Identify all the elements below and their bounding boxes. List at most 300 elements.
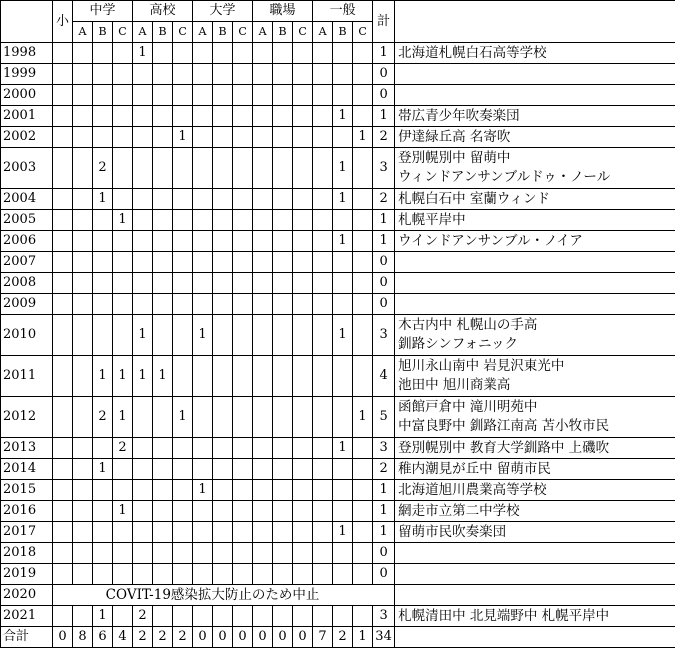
- row-total-cell: 3: [373, 438, 395, 459]
- count-cell: [253, 127, 273, 148]
- table-row: [1, 252, 675, 273]
- count-cell: [213, 356, 233, 397]
- count-cell: [133, 564, 153, 585]
- count-cell: [113, 543, 133, 564]
- table-row: [1, 43, 675, 64]
- row-total-cell: 1: [373, 501, 395, 522]
- count-cell: [93, 315, 113, 356]
- count-cell: [73, 459, 93, 480]
- count-cell: [73, 189, 93, 210]
- count-cell: [93, 252, 113, 273]
- names-cell: [395, 585, 675, 606]
- count-cell: 1: [133, 356, 153, 397]
- count-cell: [333, 606, 353, 627]
- count-cell: [73, 480, 93, 501]
- count-cell: [353, 148, 373, 189]
- count-cell: [313, 459, 333, 480]
- table-row: [1, 606, 675, 627]
- count-cell: [253, 252, 273, 273]
- header-sub-c: C: [293, 22, 313, 43]
- count-cell: [133, 252, 153, 273]
- name-line: 登別幌別中 教育大学釧路中 上磯吹: [398, 440, 609, 456]
- count-cell: [133, 522, 153, 543]
- count-cell: [233, 501, 253, 522]
- count-cell: [353, 106, 373, 127]
- names-cell: [395, 459, 675, 480]
- count-cell: [313, 294, 333, 315]
- count-cell: 1: [133, 43, 153, 64]
- count-cell: [253, 606, 273, 627]
- count-cell: [293, 231, 313, 252]
- total-count-cell: 1: [353, 627, 373, 648]
- count-cell: [153, 543, 173, 564]
- count-cell: [253, 315, 273, 356]
- year-cell: 2007: [1, 252, 53, 273]
- count-cell: [93, 564, 113, 585]
- count-cell: [213, 294, 233, 315]
- count-cell: [53, 606, 73, 627]
- count-cell: 1: [93, 459, 113, 480]
- count-cell: [213, 315, 233, 356]
- count-cell: [353, 294, 373, 315]
- count-cell: [313, 480, 333, 501]
- count-cell: 1: [133, 315, 153, 356]
- table-row: [1, 522, 675, 543]
- count-cell: [73, 606, 93, 627]
- count-cell: [133, 189, 153, 210]
- count-cell: [313, 43, 333, 64]
- row-total-cell: 3: [373, 148, 395, 189]
- count-cell: [133, 397, 153, 438]
- year-cell: 2001: [1, 106, 53, 127]
- name-line: 木古内中 札幌山の手高: [398, 317, 537, 333]
- count-cell: [273, 127, 293, 148]
- count-cell: [53, 480, 73, 501]
- count-cell: [233, 252, 253, 273]
- count-cell: [293, 459, 313, 480]
- corner-cell: [1, 1, 53, 43]
- count-cell: [153, 315, 173, 356]
- header-sub-b: B: [213, 22, 233, 43]
- count-cell: [273, 294, 293, 315]
- count-cell: [133, 294, 153, 315]
- count-cell: [253, 106, 273, 127]
- count-cell: [73, 315, 93, 356]
- count-cell: [273, 231, 293, 252]
- count-cell: [313, 252, 333, 273]
- count-cell: [293, 127, 313, 148]
- count-cell: [73, 397, 93, 438]
- count-cell: [93, 501, 113, 522]
- name-line: 網走市立第二中学校: [398, 503, 520, 519]
- count-cell: [353, 606, 373, 627]
- count-cell: [153, 273, 173, 294]
- count-cell: [293, 543, 313, 564]
- count-cell: [293, 294, 313, 315]
- name-line: 旭川永山南中 岩見沢東光中: [398, 358, 564, 374]
- table-row: [1, 438, 675, 459]
- count-cell: [233, 438, 253, 459]
- count-cell: [293, 210, 313, 231]
- count-cell: [353, 43, 373, 64]
- count-cell: [93, 210, 113, 231]
- count-cell: [173, 356, 193, 397]
- count-cell: [333, 356, 353, 397]
- count-cell: [273, 543, 293, 564]
- total-count-cell: 2: [153, 627, 173, 648]
- count-cell: [73, 543, 93, 564]
- count-cell: [293, 189, 313, 210]
- count-cell: [173, 315, 193, 356]
- count-cell: [73, 85, 93, 106]
- count-cell: [313, 522, 333, 543]
- count-cell: [173, 480, 193, 501]
- header-group-koko: 高校: [133, 1, 193, 22]
- name-line: 中富良野中 釧路江南高 苫小牧市民: [398, 418, 609, 434]
- header-sub-b: B: [93, 22, 113, 43]
- count-cell: [253, 543, 273, 564]
- count-cell: [333, 85, 353, 106]
- count-cell: [293, 606, 313, 627]
- names-cell: [395, 627, 675, 648]
- year-cell: 2012: [1, 397, 53, 438]
- count-cell: 1: [333, 315, 353, 356]
- count-cell: [233, 564, 253, 585]
- row-total-cell: 5: [373, 397, 395, 438]
- count-cell: 1: [113, 356, 133, 397]
- count-cell: [213, 210, 233, 231]
- count-cell: 2: [93, 148, 113, 189]
- count-cell: [93, 543, 113, 564]
- count-cell: [73, 106, 93, 127]
- count-cell: [113, 85, 133, 106]
- row-total-cell: 0: [373, 85, 395, 106]
- count-cell: [173, 64, 193, 85]
- count-cell: [73, 501, 93, 522]
- count-cell: [333, 543, 353, 564]
- count-cell: [273, 315, 293, 356]
- count-cell: [273, 480, 293, 501]
- count-cell: [213, 252, 233, 273]
- count-cell: [213, 564, 233, 585]
- count-cell: 1: [333, 189, 353, 210]
- year-cell: 1998: [1, 43, 53, 64]
- count-cell: [173, 210, 193, 231]
- count-cell: [313, 543, 333, 564]
- count-cell: [153, 252, 173, 273]
- header-sub-b: B: [273, 22, 293, 43]
- count-cell: [213, 501, 233, 522]
- count-cell: [193, 231, 213, 252]
- total-count-cell: 7: [313, 627, 333, 648]
- count-cell: [253, 43, 273, 64]
- count-cell: [153, 459, 173, 480]
- count-cell: [233, 356, 253, 397]
- name-line: 釧路シンフォニック: [398, 336, 518, 352]
- count-cell: 1: [353, 127, 373, 148]
- count-cell: [153, 189, 173, 210]
- count-cell: [253, 189, 273, 210]
- count-cell: [353, 85, 373, 106]
- header-group-shokuba: 職場: [253, 1, 313, 22]
- header-sho: 小: [53, 1, 73, 43]
- count-cell: [93, 273, 113, 294]
- total-count-cell: 0: [273, 627, 293, 648]
- names-cell: [395, 315, 675, 356]
- count-cell: 1: [173, 127, 193, 148]
- row-total-cell: 0: [373, 543, 395, 564]
- count-cell: [173, 438, 193, 459]
- count-cell: [273, 397, 293, 438]
- count-cell: [173, 148, 193, 189]
- year-cell: 2000: [1, 85, 53, 106]
- year-cell: 2017: [1, 522, 53, 543]
- count-cell: [213, 397, 233, 438]
- count-cell: [313, 231, 333, 252]
- count-cell: [153, 564, 173, 585]
- grand-total-cell: 34: [373, 627, 395, 648]
- count-cell: [133, 480, 153, 501]
- count-cell: [53, 543, 73, 564]
- count-cell: [133, 106, 153, 127]
- count-cell: [233, 397, 253, 438]
- count-cell: [193, 127, 213, 148]
- count-cell: [153, 106, 173, 127]
- name-line: 登別幌別中 留萌中: [398, 150, 510, 166]
- count-cell: [273, 501, 293, 522]
- count-cell: [253, 480, 273, 501]
- row-total-cell: 0: [373, 273, 395, 294]
- count-cell: [333, 294, 353, 315]
- count-cell: [353, 189, 373, 210]
- count-cell: [213, 606, 233, 627]
- count-cell: [73, 252, 93, 273]
- count-cell: [133, 231, 153, 252]
- names-cell: [395, 106, 675, 127]
- total-count-cell: 8: [73, 627, 93, 648]
- count-cell: [113, 273, 133, 294]
- count-cell: [213, 64, 233, 85]
- count-cell: [93, 127, 113, 148]
- count-cell: [113, 127, 133, 148]
- table-row: [1, 397, 675, 438]
- count-cell: [113, 459, 133, 480]
- row-total-cell: 0: [373, 252, 395, 273]
- table-row: [1, 315, 675, 356]
- count-cell: [153, 606, 173, 627]
- names-cell: [395, 148, 675, 189]
- row-total-cell: 1: [373, 106, 395, 127]
- count-cell: [193, 459, 213, 480]
- count-cell: [253, 231, 273, 252]
- count-cell: [353, 480, 373, 501]
- year-cell: 2009: [1, 294, 53, 315]
- row-total-cell: 0: [373, 564, 395, 585]
- count-cell: [333, 210, 353, 231]
- table-row: [1, 106, 675, 127]
- count-cell: [333, 127, 353, 148]
- count-cell: [213, 189, 233, 210]
- count-cell: [53, 64, 73, 85]
- year-cell: 2015: [1, 480, 53, 501]
- count-cell: [133, 85, 153, 106]
- count-cell: [233, 606, 253, 627]
- year-cell: 2019: [1, 564, 53, 585]
- header-sub-c: C: [353, 22, 373, 43]
- count-cell: [353, 231, 373, 252]
- count-cell: [153, 480, 173, 501]
- year-cell: 2021: [1, 606, 53, 627]
- count-cell: [273, 189, 293, 210]
- table-row: [1, 273, 675, 294]
- count-cell: [53, 127, 73, 148]
- count-cell: [53, 148, 73, 189]
- count-cell: [173, 501, 193, 522]
- count-cell: [253, 564, 273, 585]
- totals-label: 合計: [1, 627, 53, 648]
- count-cell: [153, 148, 173, 189]
- count-cell: [73, 522, 93, 543]
- header-total: 計: [373, 1, 395, 43]
- row-total-cell: 1: [373, 480, 395, 501]
- row-total-cell: 4: [373, 356, 395, 397]
- count-cell: [193, 252, 213, 273]
- count-cell: [53, 273, 73, 294]
- count-cell: [173, 43, 193, 64]
- count-cell: [173, 106, 193, 127]
- name-line: 札幌清田中 北見端野中 札幌平岸中: [398, 608, 609, 624]
- year-cell: 2020: [1, 585, 53, 606]
- count-cell: [53, 522, 73, 543]
- count-cell: [293, 480, 313, 501]
- count-cell: [53, 294, 73, 315]
- count-cell: [333, 43, 353, 64]
- count-cell: [293, 106, 313, 127]
- year-cell: 2006: [1, 231, 53, 252]
- total-count-cell: 0: [53, 627, 73, 648]
- year-cell: 2016: [1, 501, 53, 522]
- count-cell: 1: [333, 106, 353, 127]
- count-cell: [233, 148, 253, 189]
- count-cell: [353, 315, 373, 356]
- count-cell: [333, 480, 353, 501]
- count-cell: [233, 210, 253, 231]
- total-count-cell: 0: [253, 627, 273, 648]
- count-cell: [273, 85, 293, 106]
- count-cell: [73, 210, 93, 231]
- count-cell: [113, 252, 133, 273]
- count-cell: [293, 64, 313, 85]
- names-cell: [395, 356, 675, 397]
- cancel-note: COVIT-19感染拡大防止のため中止: [53, 585, 373, 606]
- count-cell: [293, 315, 313, 356]
- count-cell: [233, 315, 253, 356]
- count-cell: [313, 397, 333, 438]
- count-cell: [133, 501, 153, 522]
- count-cell: [213, 480, 233, 501]
- count-cell: [253, 397, 273, 438]
- table-row: [1, 585, 675, 606]
- count-cell: [293, 397, 313, 438]
- count-cell: [73, 64, 93, 85]
- count-cell: [53, 106, 73, 127]
- count-cell: [233, 543, 253, 564]
- count-cell: [193, 356, 213, 397]
- count-cell: [153, 210, 173, 231]
- header-names: [395, 1, 675, 43]
- count-cell: [173, 606, 193, 627]
- row-total-cell: 0: [373, 294, 395, 315]
- name-line: ウィンドアンサンブルドゥ・ノール: [398, 169, 610, 185]
- count-cell: [193, 210, 213, 231]
- count-cell: [293, 438, 313, 459]
- year-cell: 2004: [1, 189, 53, 210]
- count-cell: [173, 273, 193, 294]
- row-total-cell: 1: [373, 210, 395, 231]
- count-cell: 2: [113, 438, 133, 459]
- count-cell: [153, 522, 173, 543]
- count-cell: [113, 43, 133, 64]
- count-cell: [113, 64, 133, 85]
- count-cell: [53, 459, 73, 480]
- count-cell: [113, 106, 133, 127]
- name-line: 帯広青少年吹奏楽団: [398, 108, 520, 124]
- count-cell: [93, 294, 113, 315]
- count-cell: [353, 252, 373, 273]
- count-cell: [193, 85, 213, 106]
- year-cell: 2018: [1, 543, 53, 564]
- count-cell: 1: [333, 438, 353, 459]
- count-cell: [233, 106, 253, 127]
- count-cell: [193, 273, 213, 294]
- count-cell: [293, 273, 313, 294]
- count-cell: 1: [113, 501, 133, 522]
- count-cell: [233, 480, 253, 501]
- names-cell: [395, 85, 675, 106]
- count-cell: [213, 459, 233, 480]
- count-cell: [53, 43, 73, 64]
- count-cell: [53, 356, 73, 397]
- name-line: 稚内潮見が丘中 留萌市民: [398, 461, 551, 477]
- names-cell: [395, 543, 675, 564]
- count-cell: [353, 210, 373, 231]
- count-cell: [113, 294, 133, 315]
- count-cell: [313, 501, 333, 522]
- table-row: [1, 189, 675, 210]
- count-cell: [133, 273, 153, 294]
- count-cell: [153, 294, 173, 315]
- row-total-cell: 2: [373, 189, 395, 210]
- count-cell: [273, 438, 293, 459]
- count-cell: [353, 273, 373, 294]
- names-cell: [395, 438, 675, 459]
- count-cell: [53, 252, 73, 273]
- count-cell: [353, 522, 373, 543]
- row-total-cell: 1: [373, 231, 395, 252]
- count-cell: [93, 438, 113, 459]
- count-cell: [253, 294, 273, 315]
- count-cell: [53, 438, 73, 459]
- count-cell: [133, 64, 153, 85]
- count-cell: [173, 252, 193, 273]
- count-cell: [333, 564, 353, 585]
- names-cell: [395, 252, 675, 273]
- row-total-cell: 2: [373, 459, 395, 480]
- count-cell: [213, 127, 233, 148]
- count-cell: [193, 564, 213, 585]
- year-cell: 2011: [1, 356, 53, 397]
- count-cell: 1: [93, 189, 113, 210]
